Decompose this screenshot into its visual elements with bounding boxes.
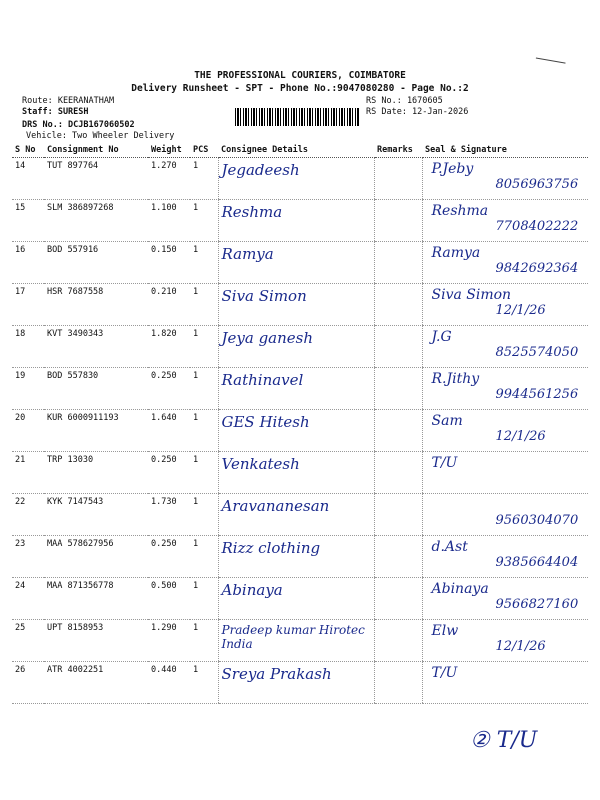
runsheet-subtitle: Delivery Runsheet - SPT - Phone No.:9047080280 - Page No.:2 xyxy=(131,83,469,94)
remarks-cell xyxy=(374,536,422,578)
signature-cell xyxy=(422,368,588,410)
col-weight: Weight xyxy=(148,143,190,158)
remarks-cell xyxy=(374,326,422,368)
consignee-handwriting: Rizz clothing xyxy=(221,539,321,557)
signature-handwriting: d.Ast xyxy=(431,539,468,555)
remarks-cell xyxy=(374,620,422,662)
signature-phone-or-date: 12/1/26 xyxy=(495,639,546,654)
consignment-number: HSR 7687558 xyxy=(44,284,148,326)
consignee-cell xyxy=(218,578,374,620)
table-row xyxy=(12,452,588,494)
pieces: 1 xyxy=(190,578,218,620)
table-header-row xyxy=(12,143,588,158)
table-row xyxy=(12,284,588,326)
pieces: 1 xyxy=(190,620,218,662)
signature-cell xyxy=(422,662,588,704)
consignee-cell xyxy=(218,536,374,578)
consignee-cell xyxy=(218,410,374,452)
consignee-handwriting: Siva Simon xyxy=(221,287,307,305)
weight: 0.440 xyxy=(148,662,190,704)
consignee-handwriting: Abinaya xyxy=(221,581,283,599)
consignment-number: MAA 871356778 xyxy=(44,578,148,620)
consignment-number: TUT 897764 xyxy=(44,158,148,200)
signature-cell xyxy=(422,200,588,242)
weight: 0.250 xyxy=(148,452,190,494)
consignee-handwriting: Venkatesh xyxy=(221,455,300,473)
serial-number: 16 xyxy=(12,242,44,284)
signature-cell xyxy=(422,536,588,578)
serial-number: 14 xyxy=(12,158,44,200)
consignment-number: BOD 557916 xyxy=(44,242,148,284)
consignee-handwriting: Pradeep kumar Hirotec India xyxy=(221,623,365,651)
staff: Staff: SURESH xyxy=(22,107,89,117)
signature-phone-or-date: 8525574050 xyxy=(495,345,579,360)
table-row xyxy=(12,620,588,662)
pieces: 1 xyxy=(190,158,218,200)
pieces: 1 xyxy=(190,410,218,452)
weight: 1.730 xyxy=(148,494,190,536)
serial-number: 22 xyxy=(12,494,44,536)
col-signature: Seal & Signature xyxy=(422,143,588,158)
signature-handwriting: Siva Simon xyxy=(431,287,512,303)
consignment-number: ATR 4002251 xyxy=(44,662,148,704)
consignee-cell xyxy=(218,494,374,536)
signature-cell xyxy=(422,284,588,326)
serial-number: 20 xyxy=(12,410,44,452)
signature-cell xyxy=(422,158,588,200)
table-row xyxy=(12,326,588,368)
consignment-number: SLM 386897268 xyxy=(44,200,148,242)
table-row xyxy=(12,200,588,242)
signature-handwriting: Reshma xyxy=(431,203,489,219)
route: Route: KEERANATHAM xyxy=(22,96,115,106)
col-consignee: Consignee Details xyxy=(218,143,374,158)
signature-handwriting: P.Jeby xyxy=(431,161,474,177)
consignment-number: TRP 13030 xyxy=(44,452,148,494)
consignee-handwriting: Ramya xyxy=(221,245,274,263)
consignee-handwriting: Sreya Prakash xyxy=(221,665,332,683)
consignee-cell xyxy=(218,620,374,662)
consignee-handwriting: Jeya ganesh xyxy=(221,329,314,347)
consignment-number: BOD 557830 xyxy=(44,368,148,410)
remarks-cell xyxy=(374,410,422,452)
consignee-handwriting: Rathinavel xyxy=(221,371,304,389)
weight: 1.290 xyxy=(148,620,190,662)
remarks-cell xyxy=(374,368,422,410)
table-row xyxy=(12,578,588,620)
company-title: THE PROFESSIONAL COURIERS, COIMBATORE xyxy=(194,70,406,81)
serial-number: 24 xyxy=(12,578,44,620)
runsheet-table xyxy=(12,143,588,704)
signature-cell xyxy=(422,452,588,494)
signature-cell xyxy=(422,494,588,536)
pieces: 1 xyxy=(190,662,218,704)
pieces: 1 xyxy=(190,452,218,494)
signature-handwriting: J.G xyxy=(431,329,452,345)
drs-number: DRS No.: DCJB167060502 xyxy=(22,120,135,130)
consignee-cell xyxy=(218,284,374,326)
pieces: 1 xyxy=(190,368,218,410)
consignment-number: KVT 3490343 xyxy=(44,326,148,368)
signature-handwriting: R.Jithy xyxy=(431,371,480,387)
consignee-cell xyxy=(218,452,374,494)
remarks-cell xyxy=(374,284,422,326)
rs-number: RS No.: 1670605 xyxy=(366,96,443,106)
signature-cell xyxy=(422,410,588,452)
consignee-cell xyxy=(218,662,374,704)
signature-phone-or-date: 9385664404 xyxy=(495,555,579,570)
serial-number: 19 xyxy=(12,368,44,410)
weight: 0.150 xyxy=(148,242,190,284)
pieces: 1 xyxy=(190,242,218,284)
signature-phone-or-date: 8056963756 xyxy=(495,177,579,192)
signature-phone-or-date: 9842692364 xyxy=(495,261,579,276)
remarks-cell xyxy=(374,662,422,704)
consignee-cell xyxy=(218,326,374,368)
col-consignment: Consignment No xyxy=(44,143,148,158)
signature-handwriting: Ramya xyxy=(431,245,481,261)
weight: 1.100 xyxy=(148,200,190,242)
signature-cell xyxy=(422,242,588,284)
weight: 0.500 xyxy=(148,578,190,620)
rs-date: RS Date: 12-Jan-2026 xyxy=(366,107,469,117)
signature-handwriting: Elw xyxy=(431,623,459,639)
signature-phone-or-date: 9566827160 xyxy=(495,597,579,612)
vehicle: Vehicle: Two Wheeler Delivery xyxy=(26,131,175,141)
consignee-cell xyxy=(218,242,374,284)
weight: 0.210 xyxy=(148,284,190,326)
serial-number: 15 xyxy=(12,200,44,242)
remarks-cell xyxy=(374,242,422,284)
table-row xyxy=(12,368,588,410)
remarks-cell xyxy=(374,494,422,536)
remarks-cell xyxy=(374,578,422,620)
col-remarks: Remarks xyxy=(374,143,422,158)
remarks-cell xyxy=(374,158,422,200)
consignee-cell xyxy=(218,368,374,410)
signature-phone-or-date: 9944561256 xyxy=(495,387,579,402)
serial-number: 26 xyxy=(12,662,44,704)
consignment-number: UPT 8158953 xyxy=(44,620,148,662)
table-row xyxy=(12,536,588,578)
serial-number: 18 xyxy=(12,326,44,368)
serial-number: 21 xyxy=(12,452,44,494)
consignee-handwriting: Aravananesan xyxy=(221,497,330,515)
col-pcs: PCS xyxy=(190,143,218,158)
pieces: 1 xyxy=(190,536,218,578)
col-sno: S No xyxy=(12,143,44,158)
signature-phone-or-date: 7708402222 xyxy=(495,219,579,234)
weight: 1.820 xyxy=(148,326,190,368)
signature-phone-or-date: 12/1/26 xyxy=(495,429,546,444)
consignee-cell xyxy=(218,158,374,200)
consignee-cell xyxy=(218,200,374,242)
serial-number: 23 xyxy=(12,536,44,578)
remarks-cell xyxy=(374,200,422,242)
signature-cell xyxy=(422,578,588,620)
weight: 1.270 xyxy=(148,158,190,200)
consignee-handwriting: GES Hitesh xyxy=(221,413,310,431)
weight: 0.250 xyxy=(148,536,190,578)
serial-number: 25 xyxy=(12,620,44,662)
signature-handwriting: T/U xyxy=(431,455,458,471)
table-row xyxy=(12,158,588,200)
table-row xyxy=(12,242,588,284)
remarks-cell xyxy=(374,452,422,494)
pieces: 1 xyxy=(190,494,218,536)
table-row xyxy=(12,410,588,452)
table-row xyxy=(12,494,588,536)
weight: 1.640 xyxy=(148,410,190,452)
table-row xyxy=(12,662,588,704)
signature-phone-or-date: 12/1/26 xyxy=(495,303,546,318)
signature-handwriting: T/U xyxy=(431,665,458,681)
signature-cell xyxy=(422,620,588,662)
consignment-number: KUR 6000911193 xyxy=(44,410,148,452)
footer-note: ② T/U xyxy=(470,728,538,753)
signature-handwriting: Sam xyxy=(431,413,463,429)
weight: 0.250 xyxy=(148,368,190,410)
serial-number: 17 xyxy=(12,284,44,326)
signature-phone-or-date: 9560304070 xyxy=(495,513,579,528)
consignment-number: MAA 578627956 xyxy=(44,536,148,578)
pieces: 1 xyxy=(190,284,218,326)
consignee-handwriting: Jegadeesh xyxy=(221,161,300,179)
signature-cell xyxy=(422,326,588,368)
barcode xyxy=(235,108,360,126)
consignment-number: KYK 7147543 xyxy=(44,494,148,536)
signature-handwriting: Abinaya xyxy=(431,581,489,597)
consignee-handwriting: Reshma xyxy=(221,203,283,221)
pieces: 1 xyxy=(190,326,218,368)
pieces: 1 xyxy=(190,200,218,242)
